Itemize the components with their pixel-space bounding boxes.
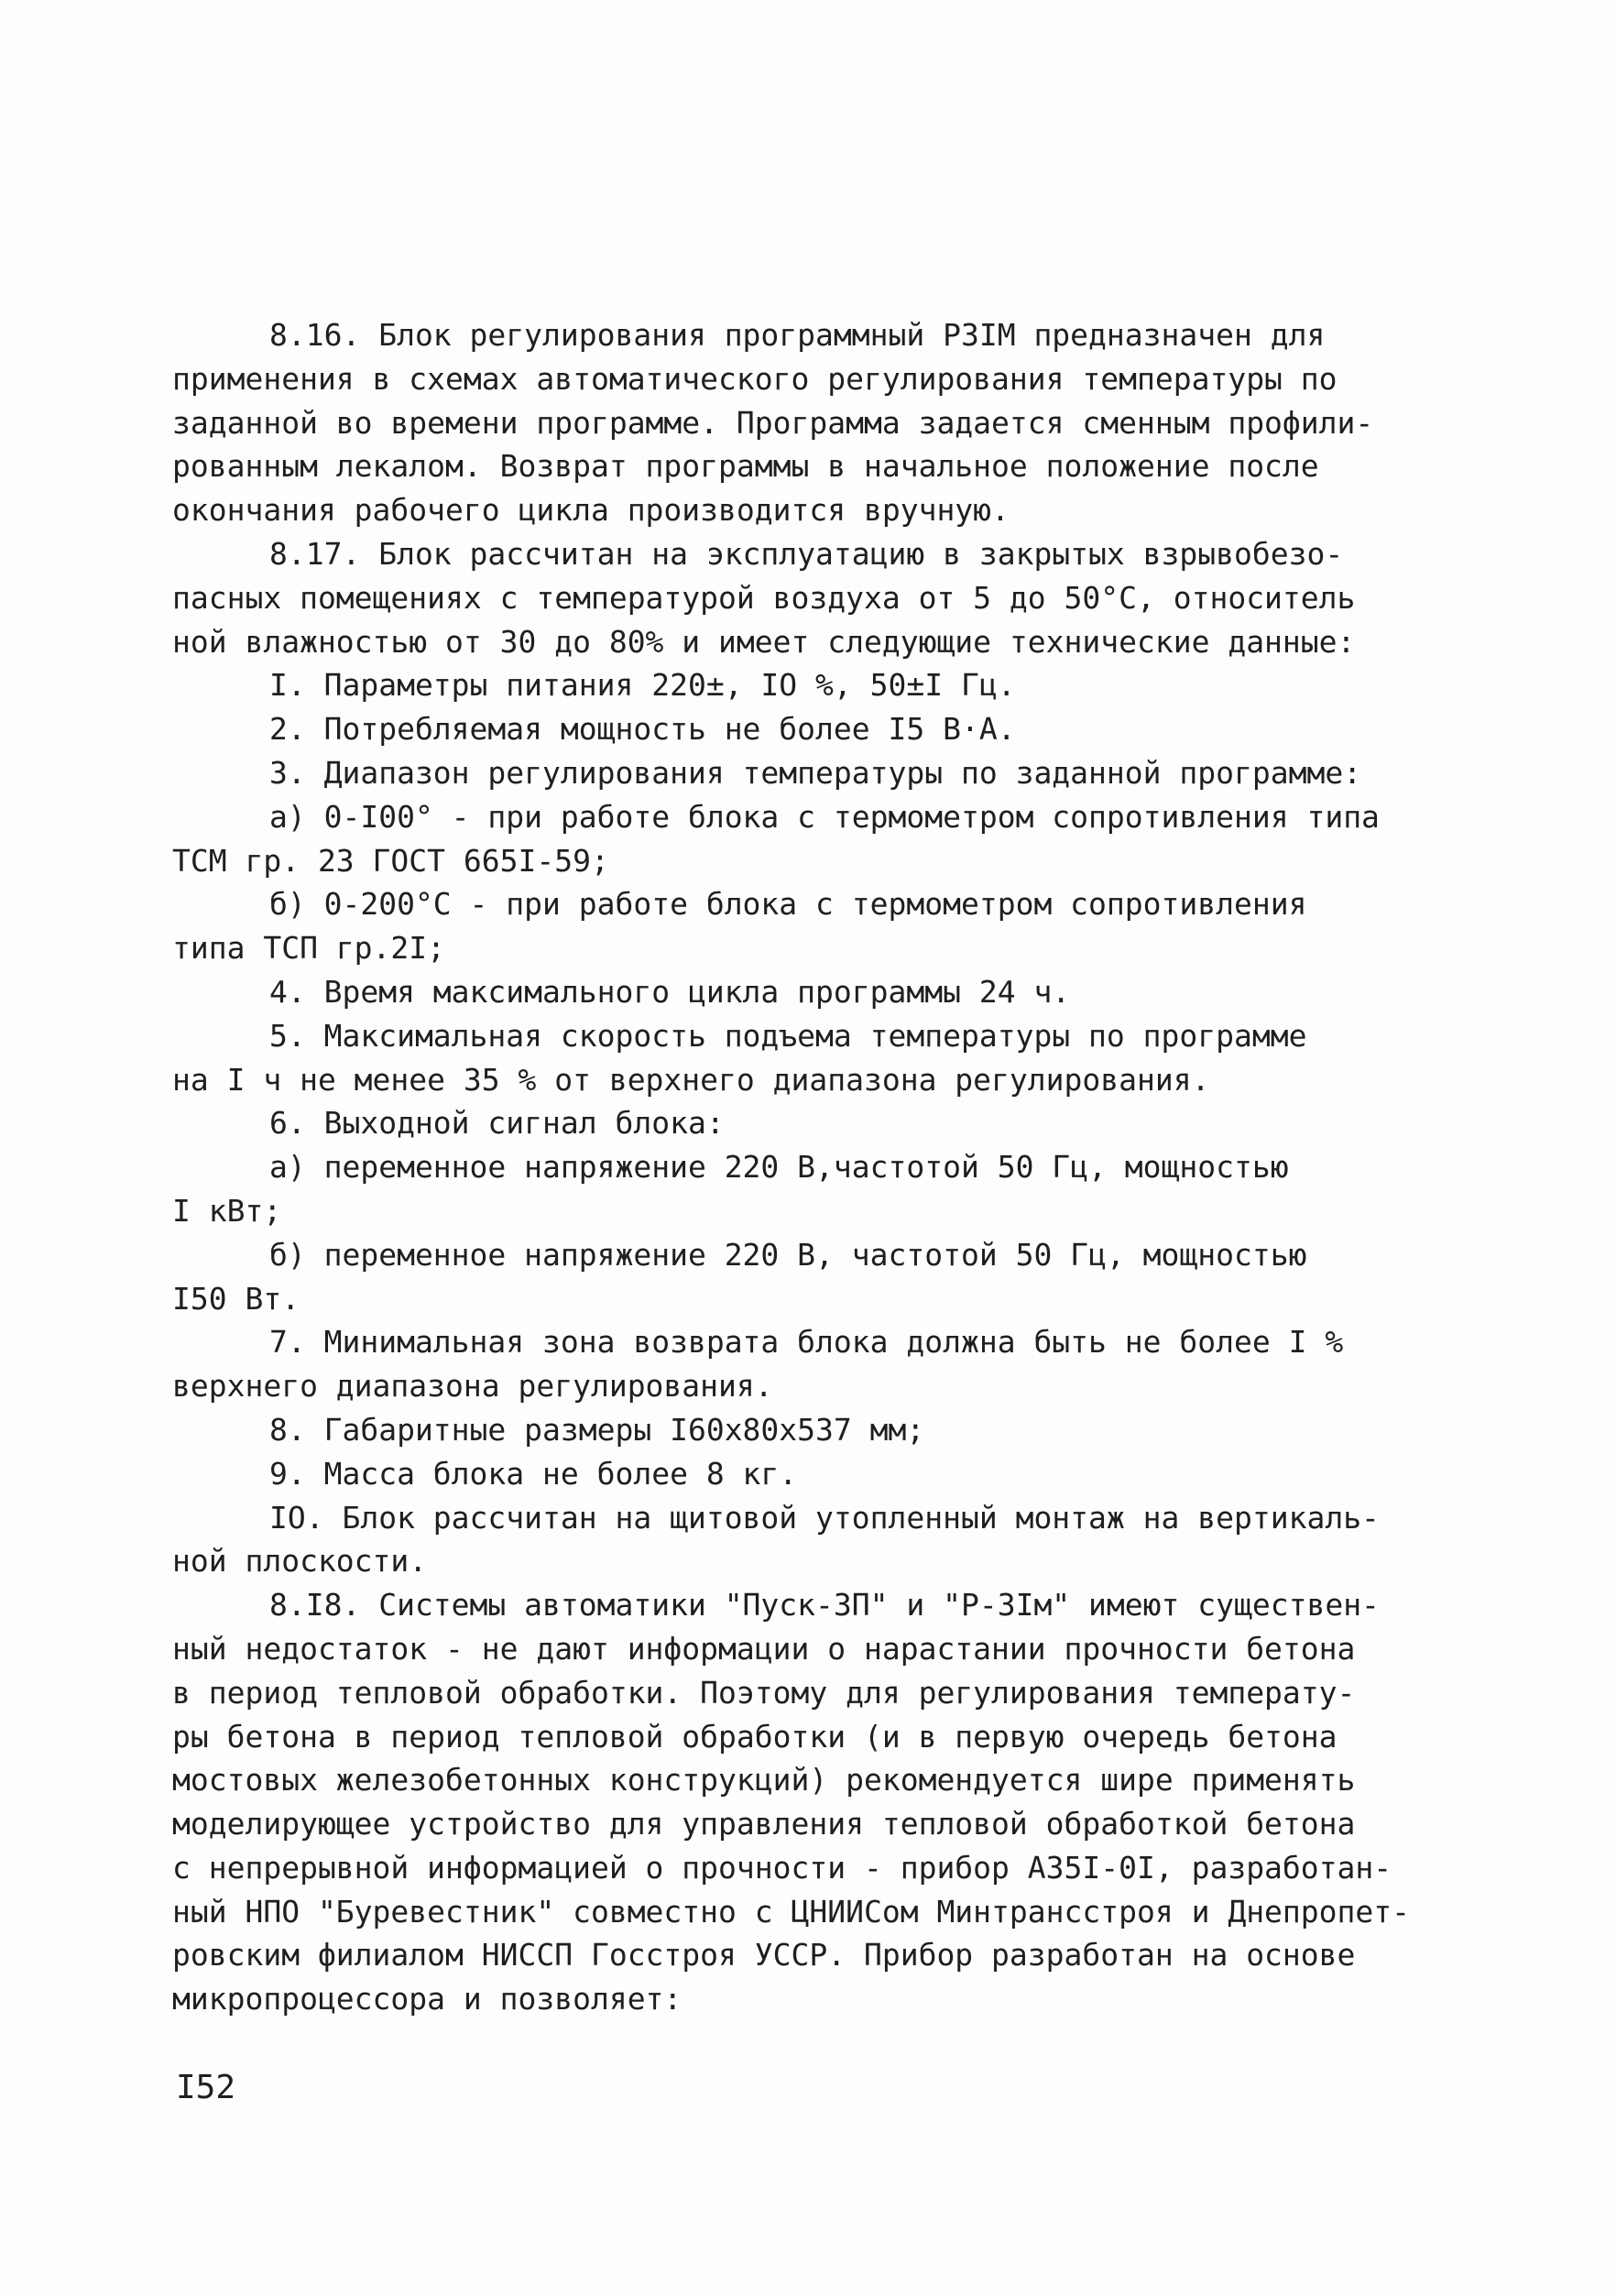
text-line: микропроцессора и позволяет: [172,1981,682,2017]
text-line: 4. Время максимального цикла программы 24 ч. [269,973,1071,1010]
text-line: 2. Потребляемая мощность не более I5 В·А. [269,711,1016,748]
document-body [172,313,1473,2021]
text-line: 6. Выходной сигнал блока: [269,1105,725,1142]
text-line: 5. Максимальная скорость подъема температуры по программе [269,1017,1307,1054]
text-line: мостовых железобетонных конструкций) рекомендуется шире применять [172,1762,1356,1799]
text-line: I50 Вт. [172,1280,300,1317]
text-line: на I ч не менее 35 % от верхнего диапазона регулирования. [172,1061,1210,1098]
text-line: типа ТСП гр.2I; [172,930,446,967]
text-line: окончания рабочего цикла производится вручную. [172,492,1010,529]
text-line: ТСМ гр. 23 ГОСТ 665I-59; [172,842,609,879]
text-line: 9. Масса блока не более 8 кг. [269,1455,798,1492]
text-line: а) переменное напряжение 220 В,частотой 50 Гц, мощностью [269,1149,1289,1186]
text-line: б) переменное напряжение 220 В, частотой 50 Гц, мощностью [269,1236,1307,1273]
text-line: ный НПО "Буревестник" совместно с ЦНИИСом Минтрансстроя и Днепропет- [172,1893,1411,1930]
text-line: в период тепловой обработки. Поэтому для регулирования температу- [172,1674,1356,1711]
text-line: ной влажностью от 30 до 80% и имеет следующие технические данные: [172,623,1356,660]
text-line: верхнего диапазона регулирования. [172,1368,773,1405]
text-line: IO. Блок рассчитан на щитовой утопленный монтаж на вертикаль- [269,1499,1380,1536]
text-line: моделирующее устройство для управления тепловой обработкой бетона [172,1806,1356,1842]
text-line: 8.16. Блок регулирования программный РЗIМ предназначен для [269,317,1326,353]
text-line: пасных помещениях с температурой воздуха от 5 до 50°С, относитель [172,579,1356,616]
text-line: применения в схемах автоматического регулирования температуры по [172,360,1338,397]
text-line: ной плоскости. [172,1543,428,1580]
text-line: 3. Диапазон регулирования температуры по заданной программе: [269,754,1362,791]
text-line: ный недостаток - не дают информации о нарастании прочности бетона [172,1630,1356,1667]
text-line: рованным лекалом. Возврат программы в начальное положение после [172,448,1319,485]
text-line: заданной во времени программе. Программа задается сменным профили- [172,404,1374,441]
text-line: I. Параметры питания 220±, IO %, 50±I Гц. [269,667,1016,704]
text-line: ры бетона в период тепловой обработки (и в первую очередь бетона [172,1718,1338,1755]
text-line: с непрерывной информацией о прочности - прибор АЗ5I-0I, разработан- [172,1849,1392,1886]
text-line: 8. Габаритные размеры I60x80x537 мм; [269,1411,925,1448]
text-line: 7. Минимальная зона возврата блока должна быть не более I % [269,1324,1344,1361]
text-line: 8.17. Блок рассчитан на эксплуатацию в закрытых взрывобезо- [269,535,1344,572]
text-line: 8.I8. Системы автоматики "Пуск-3П" и "Р-3Iм" имеют существен- [269,1587,1380,1624]
text-line: б) 0-200°С - при работе блока с термометром сопротивления [269,886,1307,923]
text-line: ровским филиалом НИССП Госстроя УССР. Прибор разработан на основе [172,1937,1356,1973]
text-line: I кВт; [172,1192,282,1229]
page-number: I52 [176,2069,236,2106]
text-line: а) 0-I00° - при работе блока с термометром сопротивления типа [269,798,1380,835]
